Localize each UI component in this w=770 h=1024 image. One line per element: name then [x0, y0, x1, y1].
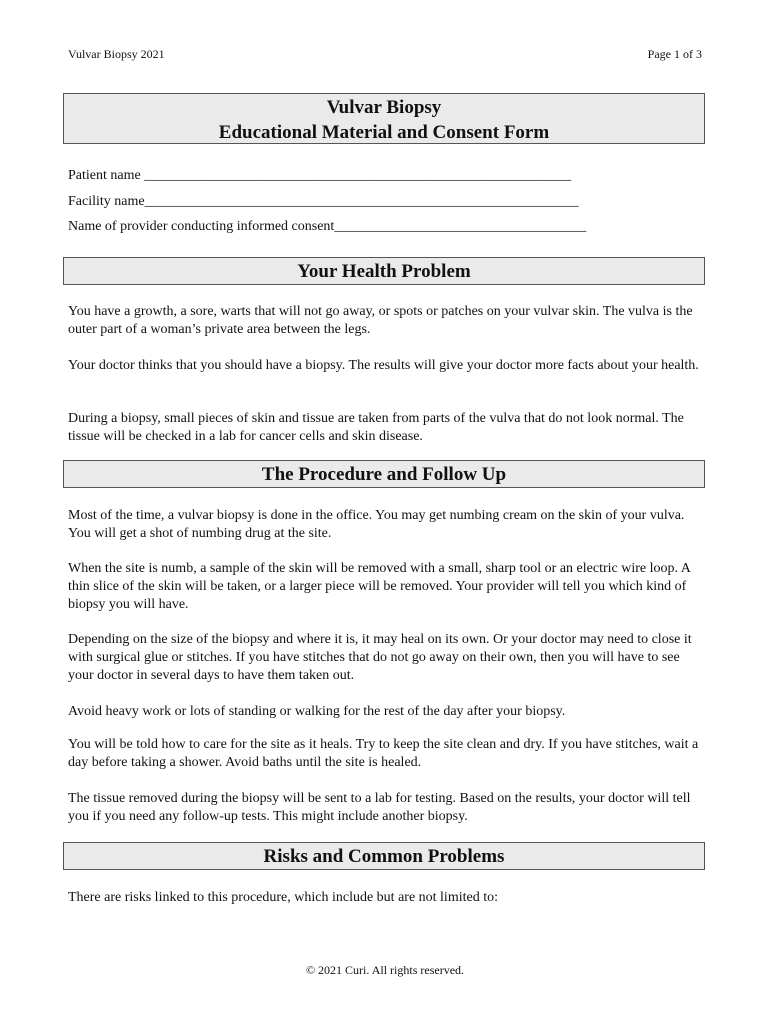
- section-heading-risks: Risks and Common Problems: [63, 842, 705, 870]
- paragraph: Your doctor thinks that you should have a biopsy. The results will give your doctor more facts about your health.: [68, 358, 699, 373]
- facility-name-field: Facility name______________________________________________________________: [68, 193, 579, 209]
- paragraph: Depending on the size of the biopsy and where it is, it may heal on its own. Or your doctor may need to close it with surgical glue or stitches. If you have stitches that do not go away on their own, then you will have to see your doctor in several days to have them taken out.: [68, 632, 692, 683]
- patient-name-field: Patient name _____________________________________________________________: [68, 168, 572, 183]
- page-number: Page 1 of 3: [647, 47, 702, 61]
- page-title: Vulvar Biopsy: [326, 97, 442, 118]
- title-box: [63, 93, 705, 144]
- section-heading-procedure: The Procedure and Follow Up: [63, 460, 705, 488]
- page-subtitle: Educational Material and Consent Form: [218, 122, 550, 143]
- copyright-footer: © 2021 Curi. All rights reserved.: [305, 963, 465, 977]
- document-label: Vulvar Biopsy 2021: [68, 47, 165, 61]
- paragraph: When the site is numb, a sample of the skin will be removed with a small, sharp tool or an electric wire loop. A thin slice of the skin will be taken, or a larger piece will be removed. Your provider will tell you which kind of biopsy you will have.: [68, 561, 691, 612]
- paragraph: You have a growth, a sore, warts that will not go away, or spots or patches on your vulvar skin. The vulva is the outer part of a woman’s private area between the legs.: [68, 304, 693, 337]
- patient-info-fields: [68, 163, 668, 240]
- section-heading-health-problem: Your Health Problem: [63, 257, 705, 285]
- paragraph: During a biopsy, small pieces of skin and tissue are taken from parts of the vulva that do not look normal. The tissue will be checked in a lab for cancer cells and skin disease.: [68, 411, 684, 444]
- paragraph: There are risks linked to this procedure, which include but are not limited to:: [68, 890, 498, 905]
- provider-name-field: Name of provider conducting informed consent____________________________________: [68, 219, 587, 234]
- paragraph: Most of the time, a vulvar biopsy is done in the office. You may get numbing cream on the skin of your vulva. You will get a shot of numbing drug at the site.: [68, 508, 685, 541]
- paragraph: The tissue removed during the biopsy will be sent to a lab for testing. Based on the results, your doctor will tell you if you need any follow-up tests. This might include another biopsy.: [68, 791, 691, 824]
- paragraph: You will be told how to care for the site as it heals. Try to keep the site clean and dry. If you have stitches, wait a day before taking a shower. Avoid baths until the site is healed.: [68, 737, 699, 770]
- paragraph: Avoid heavy work or lots of standing or walking for the rest of the day after your biopsy.: [68, 704, 566, 719]
